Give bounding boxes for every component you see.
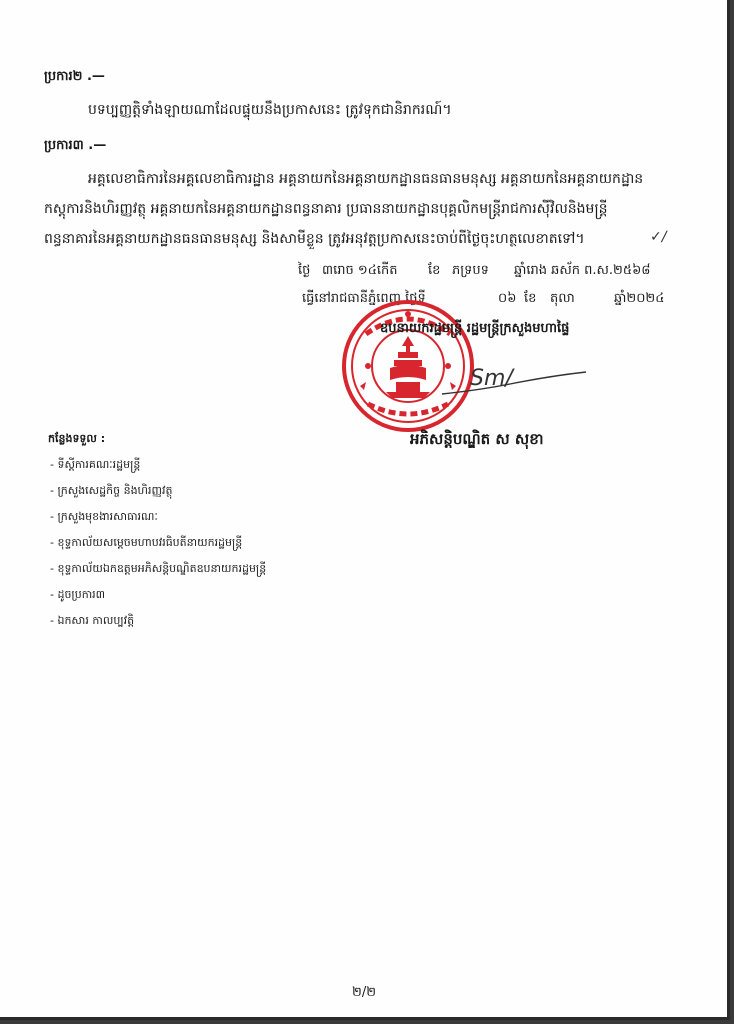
month-label: ខែ <box>524 291 537 306</box>
lunar-month-label: ខែ <box>428 263 441 278</box>
cc-item: - ខុទ្ទកាល័យសម្តេចមហាបវរធិបតីនាយករដ្ឋមន្ត្រី <box>50 536 243 549</box>
article-3-line-1: អគ្គលេខាធិការនៃអគ្គលេខាធិការដ្ឋាន អគ្គនាយកនៃអគ្គនាយកដ្ឋានធនធានមនុស្ស អគ្គនាយកនៃអគ្គនាយកដ្ឋាន <box>88 171 644 187</box>
cc-item: - ដូចប្រការ៣ <box>50 588 106 601</box>
cc-item: - ទីស្តីការគណៈរដ្ឋមន្ត្រី <box>50 458 141 471</box>
year: ឆ្នាំ២០២៤ <box>614 291 665 306</box>
lunar-day: ៣រោច ១៤កើត <box>322 263 398 278</box>
article-2-text: បទប្បញ្ញត្តិទាំងឡាយណាដែលផ្ទុយនឹងប្រកាសនេះ ត្រូវទុកជានិរាករណ៍។ <box>88 102 452 118</box>
lunar-month: ភទ្របទ <box>452 263 489 278</box>
place-date-label: ធ្វើនៅរាជធានីភ្នំពេញ ថ្ងៃទី <box>302 291 426 306</box>
cc-item: - ឯកសារ កាលប្បវត្តិ <box>50 614 135 627</box>
cc-item: - ក្រសួងសេដ្ឋកិច្ច និងហិរញ្ញវត្ថុ <box>50 484 173 497</box>
official-seal <box>338 296 478 436</box>
article-3-line-3: ពន្ធនាគារនៃអគ្គនាយកដ្ឋានធនធានមនុស្ស និងសាមីខ្លួន ត្រូវអនុវត្តប្រកាសនេះចាប់ពីថ្ងៃចុះហត្ថលេខាតទៅ។ <box>44 231 585 247</box>
article-3-heading: ប្រការ៣ .— <box>44 138 107 153</box>
signature-stroke <box>440 370 590 400</box>
cc-item: - ខុទ្ទកាល័យឯកឧត្តមអភិសន្តិបណ្ឌិតឧបនាយករដ្ឋមន្ត្រី <box>50 562 267 575</box>
lunar-day-label: ថ្ងៃ <box>298 263 311 278</box>
cc-item: - ក្រសួងមុខងារសាធារណៈ <box>50 510 158 523</box>
signatory-name: អភិសន្តិបណ្ឌិត ស សុខា <box>410 430 544 448</box>
handwritten-initials: ✓∕ <box>650 229 667 245</box>
month-name: តុលា <box>550 291 575 306</box>
day-number: ០៦ <box>498 291 517 306</box>
cc-title: កន្លែងទទួល : <box>48 432 106 445</box>
article-2-heading: ប្រការ២ .— <box>44 69 105 84</box>
article-3-line-2: កស្តុការនិងហិរញ្ញវត្ថុ អគ្គនាយកនៃអគ្គនាយកដ្ឋានពន្ធនាគារ ប្រធាននាយកដ្ឋានបុគ្គលិកមន្ត្រីរាជការស៊ីវិលនិងមន្ត្រី <box>44 201 608 217</box>
page-number: ២/២ <box>352 985 377 1000</box>
signature: Sm/ <box>470 366 513 391</box>
signatory-title: ឧបនាយករដ្ឋមន្ត្រី រដ្ឋមន្ត្រីក្រសួងមហាផ្ទៃ <box>380 321 570 336</box>
lunar-year: ឆ្នាំរោង ឆស័ក ព.ស.២៥៦៨ <box>514 263 651 278</box>
